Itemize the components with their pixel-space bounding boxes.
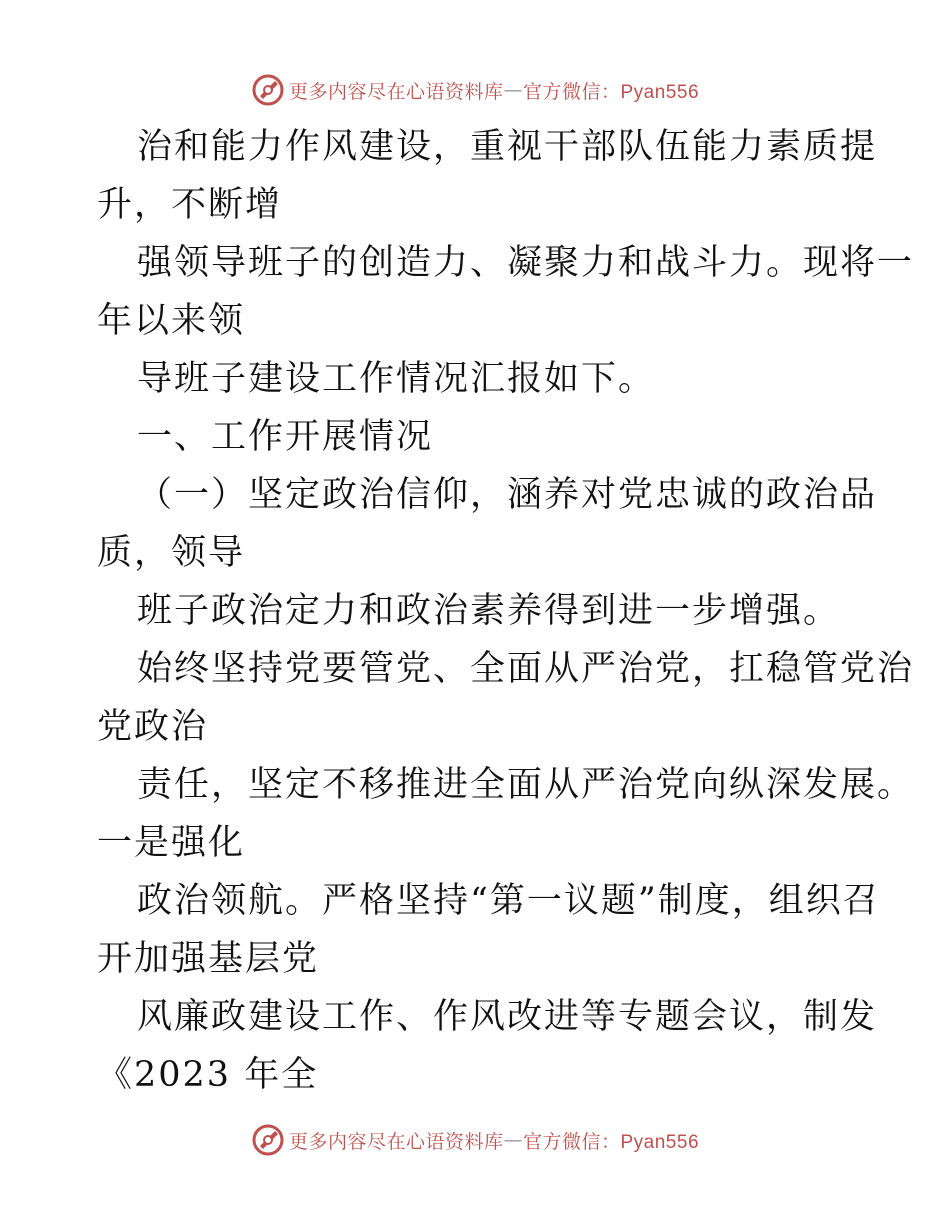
text-line: 强领导班子的创造力、凝聚力和战斗力。现将一 bbox=[137, 243, 915, 283]
watermark-wechat-text: 官方微信：Pyan556 bbox=[523, 81, 700, 103]
watermark-dash: — bbox=[503, 79, 523, 101]
watermark-main-text: 更多内容尽在心语资料库 bbox=[288, 1130, 504, 1153]
footer-watermark bbox=[0, 1120, 950, 1160]
header-watermark bbox=[0, 70, 950, 110]
logo-icon bbox=[251, 73, 285, 107]
text-line: 导班子建设工作情况汇报如下。 bbox=[137, 359, 656, 399]
text-line: 开加强基层党 bbox=[97, 939, 320, 979]
text-line: 质，领导 bbox=[97, 533, 246, 573]
text-line: 一是强化 bbox=[97, 823, 246, 863]
text-line: 年以来领 bbox=[97, 301, 246, 341]
watermark-wechat-text: 官方微信：Pyan556 bbox=[523, 1131, 700, 1153]
text-line: 升，不断增 bbox=[97, 185, 283, 225]
text-line: 责任，坚定不移推进全面从严治党向纵深发展。 bbox=[137, 765, 915, 805]
text-line: 班子政治定力和政治素养得到进一步增强。 bbox=[137, 591, 841, 631]
text-line: 《2023 年全 bbox=[97, 1055, 319, 1095]
text-line: 治和能力作风建设，重视干部队伍能力素质提 bbox=[137, 127, 878, 167]
text-line: 政治领航。严格坚持“第一议题”制度，组织召 bbox=[137, 881, 880, 921]
text-line: 始终坚持党要管党、全面从严治党，扛稳管党治 bbox=[137, 649, 915, 689]
text-line: （一）坚定政治信仰，涵养对党忠诚的政治品 bbox=[137, 475, 878, 515]
logo-icon bbox=[251, 1123, 285, 1157]
text-line: 一、工作开展情况 bbox=[137, 417, 434, 457]
document-body bbox=[97, 118, 915, 1104]
watermark-main-text: 更多内容尽在心语资料库 bbox=[288, 80, 504, 103]
text-line: 风廉政建设工作、作风改进等专题会议，制发 bbox=[137, 997, 878, 1037]
text-line: 党政治 bbox=[97, 707, 209, 747]
watermark-dash: — bbox=[503, 1129, 523, 1151]
